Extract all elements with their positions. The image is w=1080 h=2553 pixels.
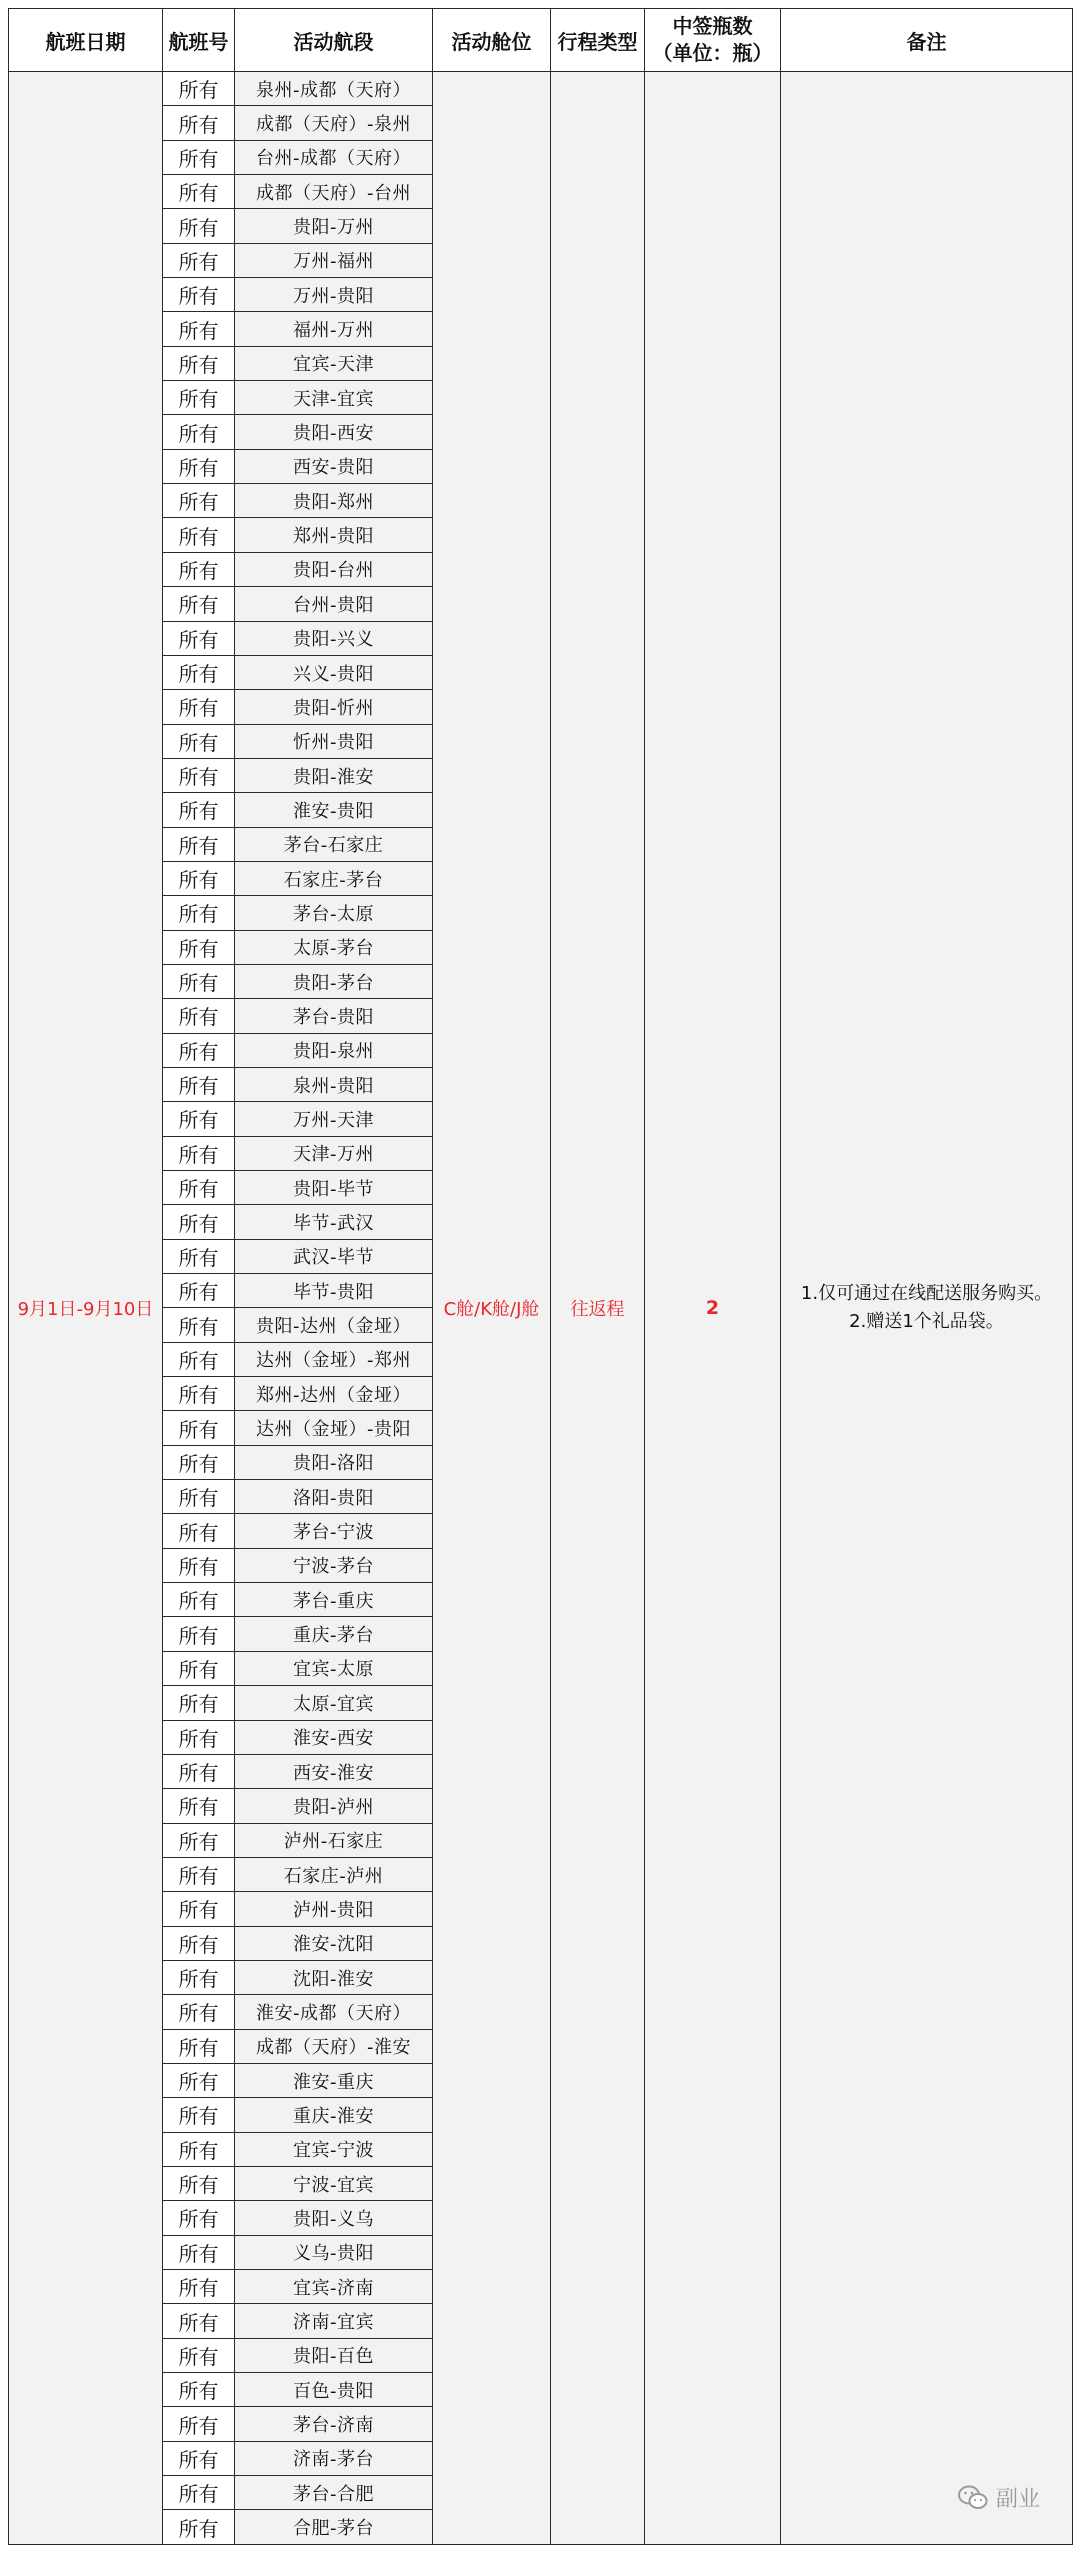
flight-cell: 所有 xyxy=(163,1823,235,1857)
segment-cell: 洛阳-贵阳 xyxy=(235,1480,433,1514)
flight-cell: 所有 xyxy=(163,1686,235,1720)
flight-cell: 所有 xyxy=(163,1892,235,1926)
flight-cell: 所有 xyxy=(163,484,235,518)
segment-cell: 贵阳-淮安 xyxy=(235,758,433,792)
flight-cell: 所有 xyxy=(163,1342,235,1376)
flight-cell: 所有 xyxy=(163,1308,235,1342)
flight-cell: 所有 xyxy=(163,1102,235,1136)
segment-cell: 淮安-沈阳 xyxy=(235,1926,433,1960)
flight-cell: 所有 xyxy=(163,346,235,380)
date-cell: 9月1日-9月10日 xyxy=(9,72,163,2545)
segment-cell: 贵阳-郑州 xyxy=(235,484,433,518)
segment-cell: 淮安-西安 xyxy=(235,1720,433,1754)
flight-cell: 所有 xyxy=(163,1583,235,1617)
flight-cell: 所有 xyxy=(163,2338,235,2372)
flight-cell: 所有 xyxy=(163,1617,235,1651)
segment-cell: 石家庄-茅台 xyxy=(235,861,433,895)
flight-cell: 所有 xyxy=(163,2510,235,2545)
note-cell xyxy=(781,72,1073,2545)
flight-cell: 所有 xyxy=(163,1067,235,1101)
segment-cell: 武汉-毕节 xyxy=(235,1239,433,1273)
segment-cell: 西安-贵阳 xyxy=(235,449,433,483)
flight-cell: 所有 xyxy=(163,209,235,243)
flight-cell: 所有 xyxy=(163,1136,235,1170)
flight-cell: 所有 xyxy=(163,1857,235,1891)
flight-cell: 所有 xyxy=(163,1239,235,1273)
flight-cell: 所有 xyxy=(163,1960,235,1994)
flight-cell: 所有 xyxy=(163,964,235,998)
header-cabin: 活动舱位 xyxy=(433,9,551,72)
segment-cell: 贵阳-忻州 xyxy=(235,690,433,724)
header-date: 航班日期 xyxy=(9,9,163,72)
segment-cell: 茅台-重庆 xyxy=(235,1583,433,1617)
segment-cell: 西安-淮安 xyxy=(235,1754,433,1788)
flight-cell: 所有 xyxy=(163,621,235,655)
flight-cell: 所有 xyxy=(163,2407,235,2441)
flight-cell: 所有 xyxy=(163,1995,235,2029)
flight-cell: 所有 xyxy=(163,587,235,621)
flight-cell: 所有 xyxy=(163,827,235,861)
segment-cell: 贵阳-台州 xyxy=(235,552,433,586)
flight-cell: 所有 xyxy=(163,1480,235,1514)
segment-cell: 泸州-石家庄 xyxy=(235,1823,433,1857)
segment-cell: 贵阳-万州 xyxy=(235,209,433,243)
flight-cell: 所有 xyxy=(163,861,235,895)
segment-cell: 宜宾-宁波 xyxy=(235,2132,433,2166)
flight-cell: 所有 xyxy=(163,793,235,827)
flight-cell: 所有 xyxy=(163,1926,235,1960)
flight-cell: 所有 xyxy=(163,1411,235,1445)
segment-cell: 台州-贵阳 xyxy=(235,587,433,621)
flight-cell: 所有 xyxy=(163,2304,235,2338)
flight-cell: 所有 xyxy=(163,896,235,930)
segment-cell: 福州-万州 xyxy=(235,312,433,346)
flight-cell: 所有 xyxy=(163,758,235,792)
flight-cell: 所有 xyxy=(163,2270,235,2304)
flight-cell: 所有 xyxy=(163,2373,235,2407)
flight-cell: 所有 xyxy=(163,1720,235,1754)
segment-cell: 成都（天府）-淮安 xyxy=(235,2029,433,2063)
segment-cell: 郑州-达州（金垭） xyxy=(235,1377,433,1411)
segment-cell: 重庆-淮安 xyxy=(235,2098,433,2132)
segment-cell: 天津-万州 xyxy=(235,1136,433,1170)
flight-cell: 所有 xyxy=(163,690,235,724)
flight-cell: 所有 xyxy=(163,72,235,106)
flight-cell: 所有 xyxy=(163,1651,235,1685)
segment-cell: 泉州-贵阳 xyxy=(235,1067,433,1101)
segment-cell: 郑州-贵阳 xyxy=(235,518,433,552)
segment-cell: 万州-贵阳 xyxy=(235,278,433,312)
segment-cell: 兴义-贵阳 xyxy=(235,655,433,689)
flight-cell: 所有 xyxy=(163,2166,235,2200)
segment-cell: 毕节-贵阳 xyxy=(235,1274,433,1308)
flight-cell: 所有 xyxy=(163,2441,235,2475)
flight-cell: 所有 xyxy=(163,552,235,586)
flight-cell: 所有 xyxy=(163,1514,235,1548)
flight-cell: 所有 xyxy=(163,449,235,483)
segment-cell: 成都（天府）-台州 xyxy=(235,175,433,209)
segment-cell: 贵阳-毕节 xyxy=(235,1171,433,1205)
segment-cell: 宁波-茅台 xyxy=(235,1548,433,1582)
flight-cell: 所有 xyxy=(163,2235,235,2269)
flight-promo-table xyxy=(8,8,1073,2545)
flight-cell: 所有 xyxy=(163,415,235,449)
flight-cell: 所有 xyxy=(163,2063,235,2097)
flight-cell: 所有 xyxy=(163,1205,235,1239)
flight-cell: 所有 xyxy=(163,243,235,277)
flight-cell: 所有 xyxy=(163,518,235,552)
segment-cell: 淮安-贵阳 xyxy=(235,793,433,827)
flight-cell: 所有 xyxy=(163,381,235,415)
flight-cell: 所有 xyxy=(163,724,235,758)
header-trip-type: 行程类型 xyxy=(551,9,645,72)
segment-cell: 万州-福州 xyxy=(235,243,433,277)
flight-cell: 所有 xyxy=(163,2201,235,2235)
watermark-text: 副业 xyxy=(995,2487,1040,2512)
segment-cell: 毕节-武汉 xyxy=(235,1205,433,1239)
header-flight: 航班号 xyxy=(163,9,235,72)
flight-cell: 所有 xyxy=(163,999,235,1033)
segment-cell: 宁波-宜宾 xyxy=(235,2166,433,2200)
flight-cell: 所有 xyxy=(163,1789,235,1823)
segment-cell: 贵阳-达州（金垭） xyxy=(235,1308,433,1342)
header-count-line2: （单位：瓶） xyxy=(652,41,773,65)
segment-cell: 台州-成都（天府） xyxy=(235,140,433,174)
segment-cell: 忻州-贵阳 xyxy=(235,724,433,758)
segment-cell: 茅台-宁波 xyxy=(235,1514,433,1548)
note-line-2: 2.赠送1个礼品袋。 xyxy=(849,1311,1004,1332)
segment-cell: 贵阳-百色 xyxy=(235,2338,433,2372)
flight-cell: 所有 xyxy=(163,106,235,140)
header-note: 备注 xyxy=(781,9,1073,72)
segment-cell: 贵阳-义乌 xyxy=(235,2201,433,2235)
header-row xyxy=(9,9,1073,72)
segment-cell: 成都（天府）-泉州 xyxy=(235,106,433,140)
segment-cell: 茅台-合肥 xyxy=(235,2476,433,2510)
segment-cell: 茅台-太原 xyxy=(235,896,433,930)
segment-cell: 宜宾-济南 xyxy=(235,2270,433,2304)
header-count xyxy=(645,9,781,72)
segment-cell: 太原-茅台 xyxy=(235,930,433,964)
flight-cell: 所有 xyxy=(163,2098,235,2132)
note-line-1: 1.仅可通过在线配送服务购买。 xyxy=(800,1283,1053,1304)
flight-cell: 所有 xyxy=(163,312,235,346)
segment-cell: 贵阳-茅台 xyxy=(235,964,433,998)
flight-cell: 所有 xyxy=(163,1274,235,1308)
segment-cell: 太原-宜宾 xyxy=(235,1686,433,1720)
flight-cell: 所有 xyxy=(163,1445,235,1479)
segment-cell: 合肥-茅台 xyxy=(235,2510,433,2545)
segment-cell: 贵阳-西安 xyxy=(235,415,433,449)
segment-cell: 茅台-济南 xyxy=(235,2407,433,2441)
segment-cell: 宜宾-天津 xyxy=(235,346,433,380)
trip-type-cell: 往返程 xyxy=(551,72,645,2545)
segment-cell: 万州-天津 xyxy=(235,1102,433,1136)
segment-cell: 淮安-重庆 xyxy=(235,2063,433,2097)
flight-cell: 所有 xyxy=(163,2029,235,2063)
segment-cell: 济南-宜宾 xyxy=(235,2304,433,2338)
segment-cell: 达州（金垭）-郑州 xyxy=(235,1342,433,1376)
cabin-cell: C舱/K舱/J舱 xyxy=(433,72,551,2545)
segment-cell: 济南-茅台 xyxy=(235,2441,433,2475)
segment-cell: 达州（金垭）-贵阳 xyxy=(235,1411,433,1445)
flight-cell: 所有 xyxy=(163,175,235,209)
flight-cell: 所有 xyxy=(163,1171,235,1205)
flight-cell: 所有 xyxy=(163,930,235,964)
segment-cell: 天津-宜宾 xyxy=(235,381,433,415)
table-body xyxy=(9,72,1073,2545)
segment-cell: 重庆-茅台 xyxy=(235,1617,433,1651)
segment-cell: 泉州-成都（天府） xyxy=(235,72,433,106)
header-segment: 活动航段 xyxy=(235,9,433,72)
segment-cell: 贵阳-泸州 xyxy=(235,1789,433,1823)
segment-cell: 贵阳-洛阳 xyxy=(235,1445,433,1479)
flight-cell: 所有 xyxy=(163,2132,235,2166)
flight-cell: 所有 xyxy=(163,655,235,689)
segment-cell: 淮安-成都（天府） xyxy=(235,1995,433,2029)
segment-cell: 茅台-石家庄 xyxy=(235,827,433,861)
table-row xyxy=(9,72,1073,106)
segment-cell: 泸州-贵阳 xyxy=(235,1892,433,1926)
count-cell: 2 xyxy=(645,72,781,2545)
flight-cell: 所有 xyxy=(163,140,235,174)
flight-cell: 所有 xyxy=(163,1548,235,1582)
segment-cell: 石家庄-泸州 xyxy=(235,1857,433,1891)
segment-cell: 义乌-贵阳 xyxy=(235,2235,433,2269)
segment-cell: 百色-贵阳 xyxy=(235,2373,433,2407)
segment-cell: 贵阳-兴义 xyxy=(235,621,433,655)
segment-cell: 宜宾-太原 xyxy=(235,1651,433,1685)
flight-cell: 所有 xyxy=(163,1754,235,1788)
segment-cell: 茅台-贵阳 xyxy=(235,999,433,1033)
flight-cell: 所有 xyxy=(163,1033,235,1067)
segment-cell: 沈阳-淮安 xyxy=(235,1960,433,1994)
segment-cell: 贵阳-泉州 xyxy=(235,1033,433,1067)
flight-cell: 所有 xyxy=(163,278,235,312)
header-count-line1: 中签瓶数 xyxy=(672,14,753,38)
flight-cell: 所有 xyxy=(163,1377,235,1411)
flight-cell: 所有 xyxy=(163,2476,235,2510)
